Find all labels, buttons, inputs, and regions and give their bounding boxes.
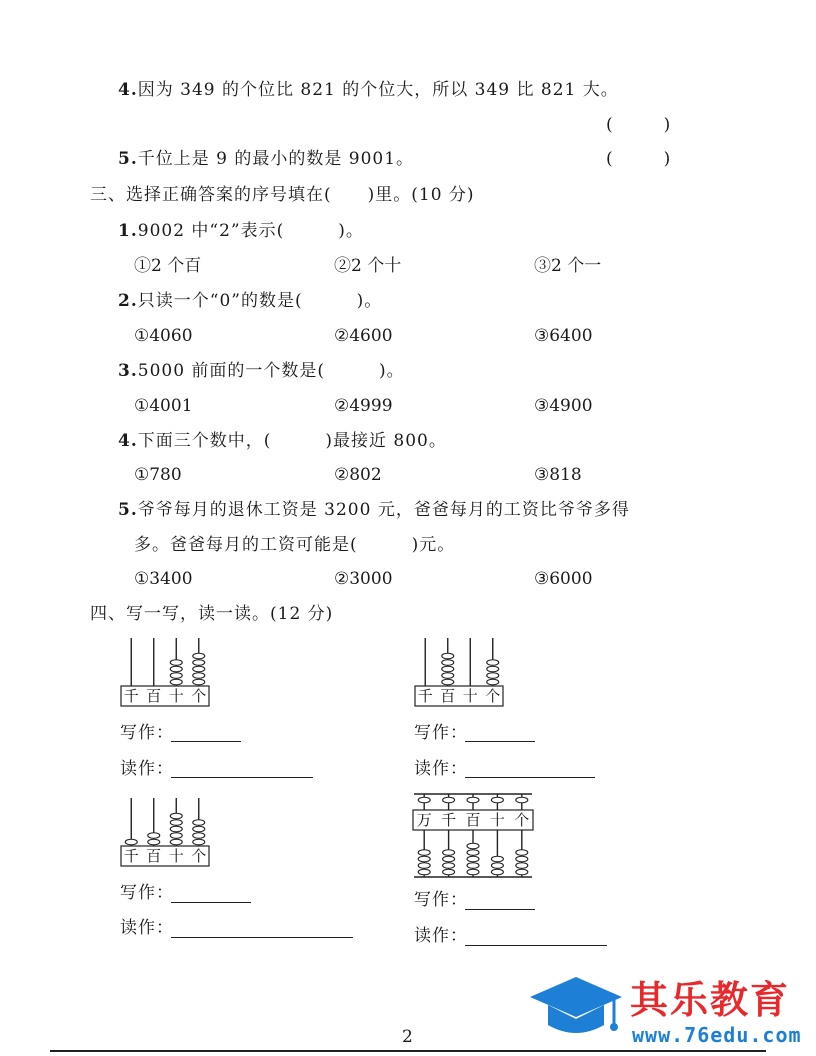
judge-q4-answer[interactable]: ( )	[606, 115, 671, 135]
abacus-bead	[193, 820, 205, 826]
abacus-d	[412, 786, 534, 880]
abacus-b-write-label: 写作：	[414, 723, 468, 743]
abacus-place-label: 十	[168, 687, 184, 705]
abacus-d-write-line[interactable]	[465, 909, 535, 910]
abacus-place-label: 十	[489, 811, 505, 829]
choice-q5-text-line2: 多。爸爸每月的工资可能是( )元。	[134, 535, 456, 555]
choice-q2-text: 只读一个“0”的数是( )。	[137, 291, 383, 311]
abacus-bead	[487, 660, 499, 666]
judge-q5-text: 千位上是 9 的最小的数是 9001。	[137, 149, 415, 169]
abacus-b	[414, 636, 504, 708]
choice-q5-option-2[interactable]: ②3000	[334, 569, 393, 589]
abacus-place-label: 千	[417, 687, 433, 705]
choice-q3-option-3[interactable]: ③4900	[534, 396, 593, 416]
abacus-bead	[442, 653, 454, 659]
choice-q5-text: 爷爷每月的退休工资是 3200 元，爸爸每月的工资比爷爷多得	[137, 500, 630, 520]
abacus-bead	[170, 679, 182, 685]
abacus-place-label: 百	[146, 847, 162, 865]
abacus-bead	[487, 679, 499, 685]
abacus-bead	[516, 850, 528, 856]
abacus-bead	[193, 839, 205, 845]
choice-q4-option-2[interactable]: ②802	[334, 465, 382, 485]
choice-q2-num: 2.	[118, 291, 138, 311]
abacus-c-read-line[interactable]	[171, 937, 353, 938]
section4-heading: 四、写一写，读一读。(12 分)	[90, 604, 334, 624]
abacus-bead	[491, 863, 503, 869]
abacus-bead	[418, 856, 430, 862]
abacus-d-write-label: 写作：	[414, 890, 468, 910]
abacus-bead	[487, 673, 499, 679]
abacus-bead	[193, 653, 205, 659]
abacus-bead	[418, 850, 430, 856]
abacus-bead	[170, 820, 182, 826]
brand-url: www.76edu.com	[632, 1023, 802, 1047]
abacus-place-label: 个	[514, 811, 530, 829]
abacus-bead	[148, 833, 160, 839]
abacus-bead	[418, 869, 430, 875]
abacus-bead	[467, 869, 479, 875]
abacus-bead	[516, 863, 528, 869]
abacus-bead	[193, 666, 205, 672]
abacus-bead	[170, 839, 182, 845]
abacus-bead	[491, 869, 503, 875]
abacus-c	[120, 796, 210, 868]
abacus-bead	[442, 666, 454, 672]
abacus-bead	[443, 869, 455, 875]
abacus-d-read-line[interactable]	[465, 945, 607, 946]
abacus-bead	[442, 660, 454, 666]
choice-q3-option-1[interactable]: ①4001	[134, 396, 193, 416]
choice-q5	[118, 499, 630, 521]
abacus-bead	[467, 843, 479, 849]
abacus-bead	[516, 869, 528, 875]
abacus-upper-bead	[443, 797, 455, 803]
abacus-bead	[443, 856, 455, 862]
abacus-bead	[170, 833, 182, 839]
choice-q4-option-1[interactable]: ①780	[134, 465, 182, 485]
choice-q3-text: 5000 前面的一个数是( )。	[137, 361, 405, 381]
abacus-place-label: 个	[485, 687, 501, 705]
abacus-bead	[443, 863, 455, 869]
abacus-upper-bead	[418, 797, 430, 803]
choice-q1-option-2[interactable]: ②2 个十	[334, 256, 402, 276]
abacus-bead	[516, 856, 528, 862]
abacus-a-read-label: 读作：	[120, 759, 174, 779]
choice-q4	[118, 430, 447, 452]
abacus-upper-bead	[516, 797, 528, 803]
abacus-c-write-label: 写作：	[120, 883, 174, 903]
choice-q3	[118, 360, 405, 382]
abacus-place-label: 千	[123, 687, 139, 705]
abacus-bead	[193, 826, 205, 832]
abacus-place-label: 万	[416, 811, 432, 829]
judge-q4	[118, 79, 619, 101]
abacus-bead	[193, 660, 205, 666]
choice-q1-option-3[interactable]: ③2 个一	[534, 256, 602, 276]
brand-name: 其乐教育	[630, 978, 791, 1022]
choice-q1-num: 1.	[118, 221, 138, 241]
abacus-bead	[442, 673, 454, 679]
abacus-upper-bead	[467, 797, 479, 803]
abacus-bead	[193, 679, 205, 685]
judge-q5-answer[interactable]: ( )	[606, 149, 671, 169]
abacus-bead	[442, 679, 454, 685]
abacus-bead	[170, 826, 182, 832]
abacus-bead	[170, 813, 182, 819]
judge-q5-num: 5.	[118, 149, 138, 169]
abacus-b-write-line[interactable]	[465, 741, 535, 742]
choice-q2	[118, 290, 382, 312]
abacus-c-write-line[interactable]	[171, 902, 251, 903]
abacus-bead	[170, 660, 182, 666]
abacus-bead	[467, 863, 479, 869]
judge-q4-num: 4.	[118, 80, 138, 100]
choice-q1	[118, 220, 364, 242]
abacus-bead	[467, 856, 479, 862]
judge-q5	[118, 148, 414, 170]
abacus-bead	[487, 666, 499, 672]
abacus-bead	[491, 856, 503, 862]
choice-q1-option-1[interactable]: ①2 个百	[134, 256, 202, 276]
choice-q2-option-3[interactable]: ③6400	[534, 326, 593, 346]
choice-q4-text: 下面三个数中，( )最接近 800。	[137, 431, 447, 451]
footer-rule	[50, 1050, 766, 1052]
abacus-a-write-line[interactable]	[171, 741, 241, 742]
abacus-place-label: 个	[191, 847, 207, 865]
abacus-place-label: 十	[462, 687, 478, 705]
abacus-b-read-label: 读作：	[414, 759, 468, 779]
choice-q2-option-1[interactable]: ①4060	[134, 326, 193, 346]
abacus-bead	[125, 839, 137, 845]
abacus-a	[120, 636, 210, 708]
abacus-place-label: 百	[440, 687, 456, 705]
abacus-c-read-label: 读作：	[120, 918, 174, 938]
abacus-d-read-label: 读作：	[414, 926, 468, 946]
abacus-place-label: 千	[123, 847, 139, 865]
choice-q3-num: 3.	[118, 361, 138, 381]
abacus-bead	[193, 833, 205, 839]
abacus-upper-bead	[491, 797, 503, 803]
choice-q3-option-2[interactable]: ②4999	[334, 396, 393, 416]
abacus-bead	[467, 850, 479, 856]
abacus-place-label: 千	[441, 811, 457, 829]
choice-q4-option-3[interactable]: ③818	[534, 465, 582, 485]
abacus-bead	[418, 863, 430, 869]
page-number: 2	[402, 1027, 414, 1047]
abacus-bead	[148, 839, 160, 845]
choice-q2-option-2[interactable]: ②4600	[334, 326, 393, 346]
abacus-place-label: 百	[146, 687, 162, 705]
abacus-a-write-label: 写作：	[120, 723, 174, 743]
abacus-place-label: 百	[465, 811, 481, 829]
abacus-a-read-line[interactable]	[171, 777, 313, 778]
abacus-bead	[443, 850, 455, 856]
abacus-b-read-line[interactable]	[465, 777, 595, 778]
abacus-bead	[193, 673, 205, 679]
choice-q5-option-1[interactable]: ①3400	[134, 569, 193, 589]
section3-heading: 三、选择正确答案的序号填在( )里。(10 分)	[90, 185, 475, 205]
judge-q4-text: 因为 349 的个位比 821 的个位大，所以 349 比 821 大。	[137, 80, 619, 100]
choice-q5-num: 5.	[118, 500, 138, 520]
abacus-bead	[170, 673, 182, 679]
choice-q4-num: 4.	[118, 431, 138, 451]
graduation-cap-icon	[528, 975, 624, 1041]
abacus-place-label: 十	[168, 847, 184, 865]
abacus-bead	[170, 666, 182, 672]
choice-q5-option-3[interactable]: ③6000	[534, 569, 593, 589]
abacus-place-label: 个	[191, 687, 207, 705]
choice-q1-text: 9002 中“2”表示( )。	[137, 221, 364, 241]
